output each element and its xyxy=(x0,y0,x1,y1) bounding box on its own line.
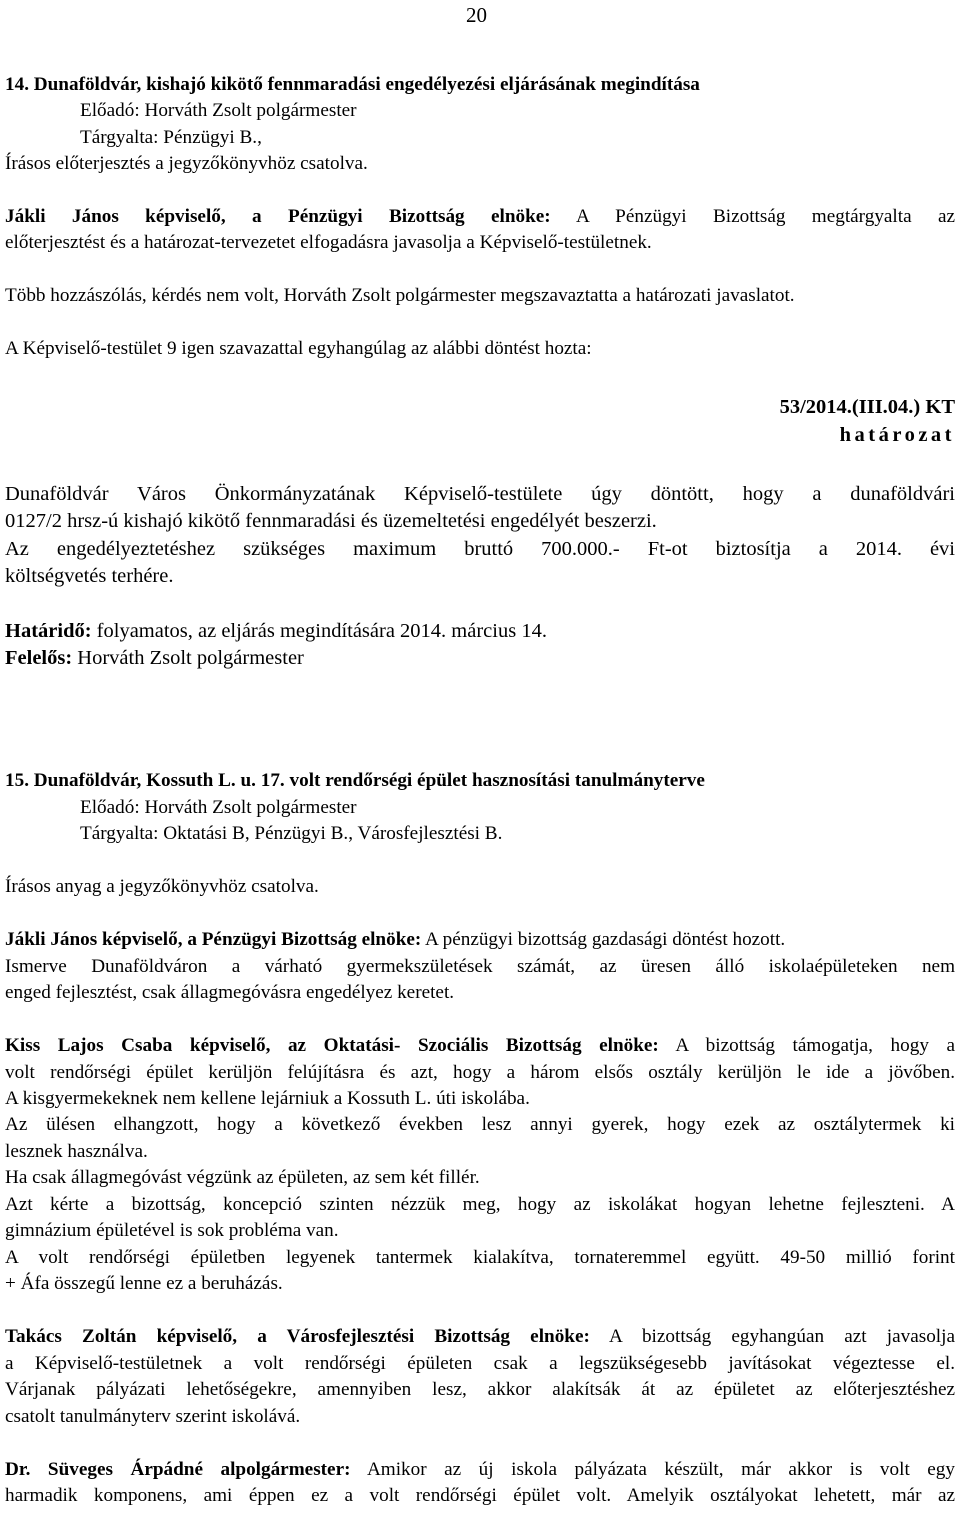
responsible-label: Felelős: xyxy=(5,647,73,669)
item14-discussed: Tárgyalta: Pénzügyi B., xyxy=(80,127,262,148)
p2-line10: + Áfa összegű lenne ez a beruházás. xyxy=(5,1273,283,1294)
item14-vote: A Képviselő-testület 9 igen szavazattal egyhangúlag az alábbi döntést hozta: xyxy=(5,338,592,359)
p3-line1 xyxy=(5,1324,955,1351)
item14-no-more-comments: Több hozzászólás, kérdés nem volt, Horváth Zsolt polgármester megszavaztatta a határozati javaslatot. xyxy=(5,285,795,306)
p2-line8: gimnázium épületével is sok probléma van. xyxy=(5,1220,339,1241)
responsible-text: Horváth Zsolt polgármester xyxy=(72,647,304,669)
p1-line1 xyxy=(5,927,955,954)
speaker-name: Kiss Lajos Csaba képviselő, az Oktatási- Szociális Bizottság elnöke: xyxy=(5,1035,659,1056)
p2-line7: Azt kérte a bizottság, koncepció szinten nézzük meg, hogy az iskolákat hogyan lehetne fejleszteni. A xyxy=(5,1194,955,1215)
p4-line1 xyxy=(5,1457,955,1484)
resolution-number: 53/2014.(III.04.) KT xyxy=(779,396,955,418)
p2-line6: Ha csak állagmegóvást végzünk az épületen, az sem két fillér. xyxy=(5,1167,480,1188)
speaker-text: A Pénzügyi Bizottság megtárgyalta az xyxy=(550,206,956,227)
resolution-line2: 0127/2 hrsz-ú kishajó kikötő fennmaradási és üzemeltetési engedélyét beszerzi. xyxy=(5,510,657,532)
item14-attachment: Írásos előterjesztés a jegyzőkönyvhöz csatolva. xyxy=(5,153,368,174)
item14-speaker1-line2: előterjesztést és a határozat-tervezetet elfogadásra javasolja a Képviselő-testületnek. xyxy=(5,232,652,253)
responsible xyxy=(5,645,955,672)
resolution-line4: költségvetés terhére. xyxy=(5,565,174,587)
p2-line1 xyxy=(5,1033,955,1060)
deadline xyxy=(5,618,955,645)
speaker-text: Amikor az új iskola pályázata készült, már akkor is volt egy xyxy=(350,1459,955,1480)
item15-discussed: Tárgyalta: Oktatási B, Pénzügyi B., Városfejlesztési B. xyxy=(80,823,503,844)
p1-line3: enged fejlesztést, csak állagmegóvásra engedélyez keretet. xyxy=(5,982,455,1003)
p2-line4: Az ülésen elhangzott, hogy a következő években lesz annyi gyerek, hogy ezek az osztálytermek ki xyxy=(5,1114,955,1135)
resolution-line1: Dunaföldvár Város Önkormányzatának Képviselő-testülete úgy döntött, hogy a dunaföldvári xyxy=(5,483,955,505)
speaker-text: A bizottság támogatja, hogy a xyxy=(658,1035,955,1056)
item14-speaker1-line1 xyxy=(5,204,955,231)
speaker-name: Takács Zoltán képviselő, a Városfejlesztési Bizottság elnöke: xyxy=(5,1326,590,1347)
speaker-text: A bizottság egyhangúan azt javasolja xyxy=(589,1326,955,1347)
p3-line2: a Képviselő-testületnek a volt rendőrségi épületen csak a legszükségesebb javításokat végeztesse el. xyxy=(5,1353,955,1374)
speaker-name: Dr. Süveges Árpádné alpolgármester: xyxy=(5,1459,351,1480)
item15-heading: 15. Dunaföldvár, Kossuth L. u. 17. volt rendőrségi épület hasznosítási tanulmányterve xyxy=(5,770,705,791)
deadline-label: Határidő: xyxy=(5,620,92,642)
p2-line3: A kisgyermekeknek nem kellene lejárniuk a Kossuth L. úti iskolába. xyxy=(5,1088,530,1109)
p4-line2: harmadik komponens, ami éppen ez a volt rendőrségi épület volt. Amelyik osztályokat lehetett, már az xyxy=(5,1485,955,1506)
resolution-word: határozat xyxy=(839,424,955,446)
p3-line3: Várjanak pályázati lehetőségekre, amennyiben lesz, akkor alakítsák át az épületet az előterjesztéshez xyxy=(5,1379,955,1400)
p2-line5: lesznek használva. xyxy=(5,1141,148,1162)
speaker-name: Jákli János képviselő, a Pénzügyi Bizottság elnöke: xyxy=(5,206,551,227)
page-number: 20 xyxy=(466,3,487,27)
p1-line2: Ismerve Dunaföldváron a várható gyermekszületések számát, az üresen álló iskolaépületeken nem xyxy=(5,956,955,977)
item14-heading: 14. Dunaföldvár, kishajó kikötő fennmaradási engedélyezési eljárásának megindítása xyxy=(5,74,700,95)
p2-line2: volt rendőrségi épület kerüljön felújításra és azt, hogy a három elsős osztály kerüljön le ide a jövőben. xyxy=(5,1062,955,1083)
item14-presenter: Előadó: Horváth Zsolt polgármester xyxy=(80,100,357,121)
item15-presenter: Előadó: Horváth Zsolt polgármester xyxy=(80,797,357,818)
speaker-text: A pénzügyi bizottság gazdasági döntést hozott. xyxy=(421,929,786,950)
resolution-line3: Az engedélyeztetéshez szükséges maximum bruttó 700.000.- Ft-ot biztosítja a 2014. évi xyxy=(5,538,955,560)
p2-line9: A volt rendőrségi épületben legyenek tantermek kialakítva, tornateremmel együtt. 49-50 millió forint xyxy=(5,1247,955,1268)
deadline-text: folyamatos, az eljárás megindítására 2014. március 14. xyxy=(91,620,547,642)
speaker-name: Jákli János képviselő, a Pénzügyi Bizottság elnöke: xyxy=(5,929,422,950)
p3-line4: csatolt tanulmányterv szerint iskolává. xyxy=(5,1406,301,1427)
item15-attachment: Írásos anyag a jegyzőkönyvhöz csatolva. xyxy=(5,876,319,897)
